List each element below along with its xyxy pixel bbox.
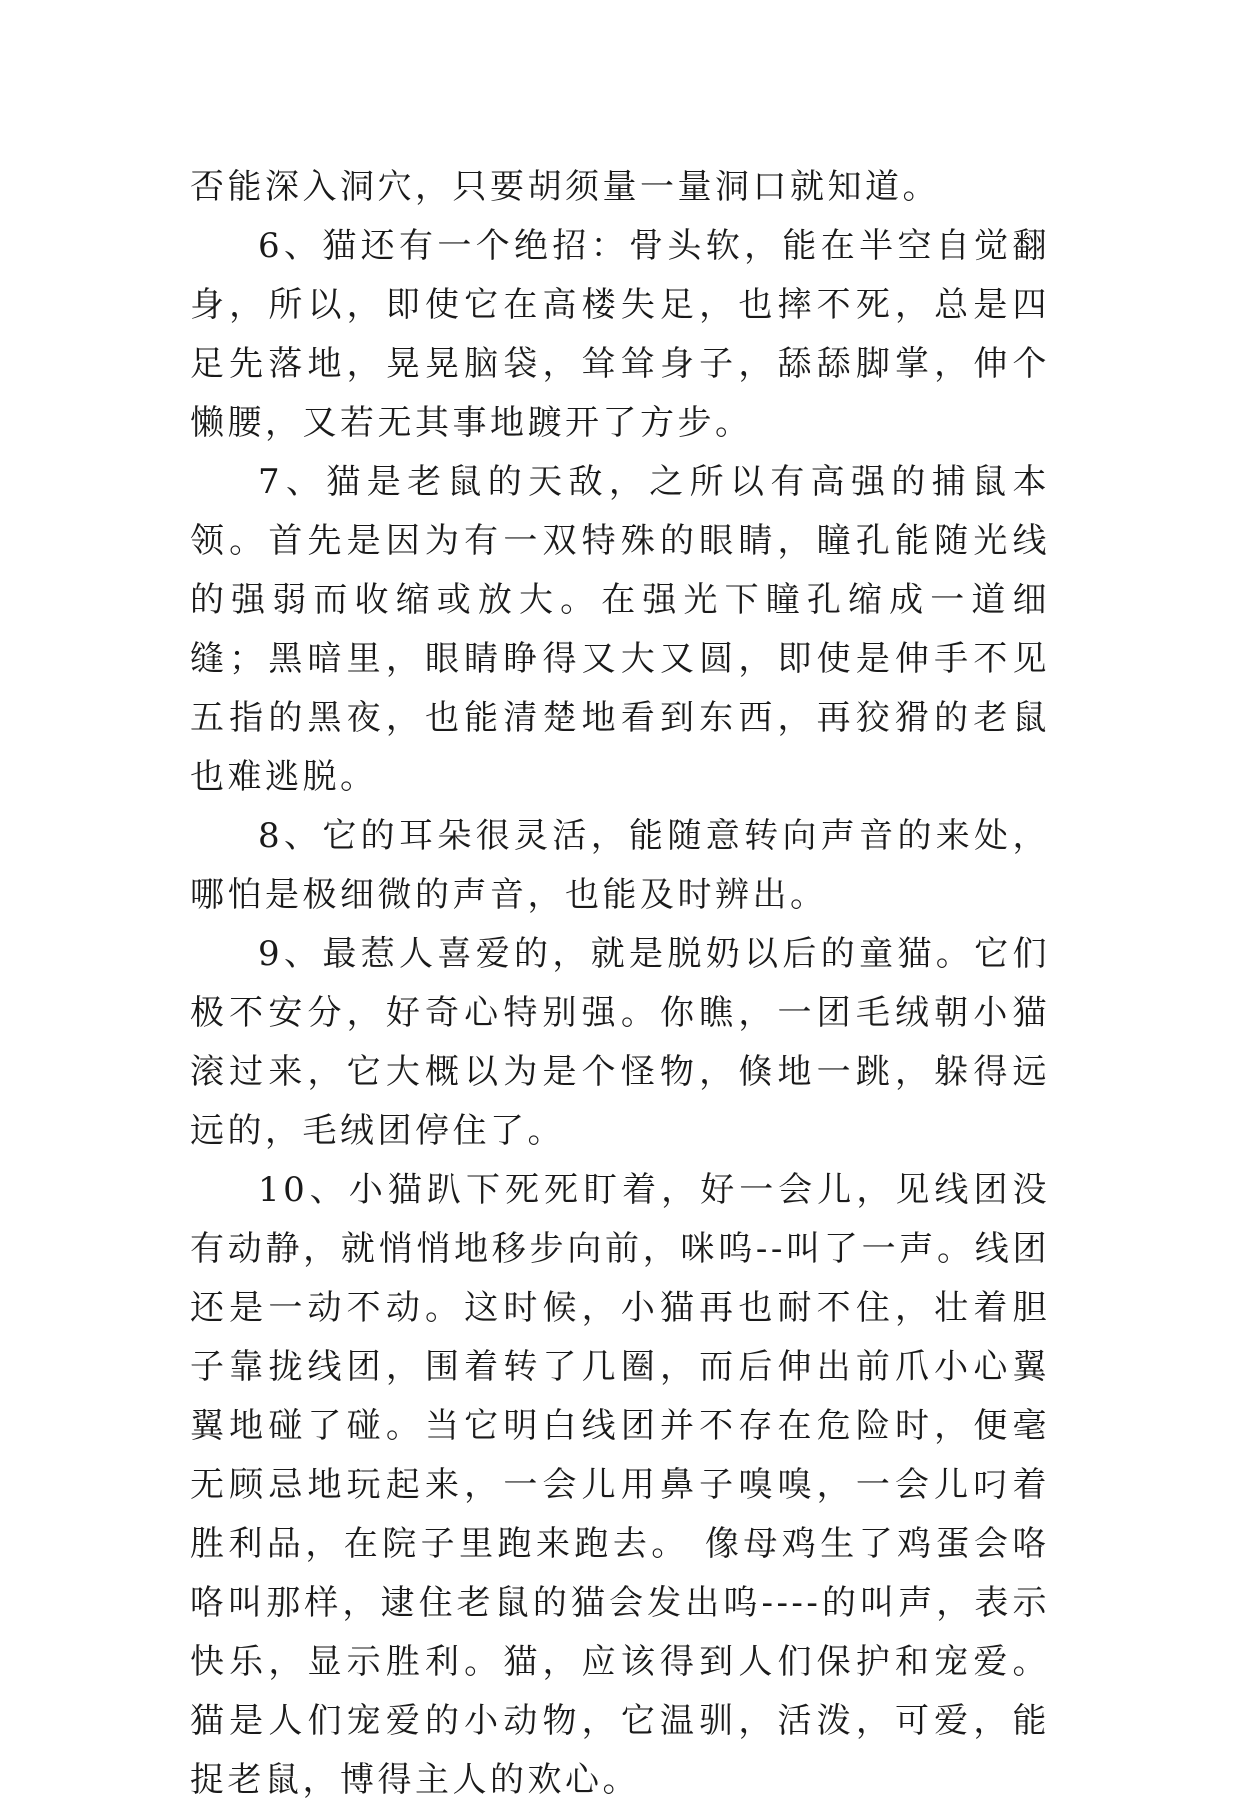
paragraph-8: 8、它的耳朵很灵活，能随意转向声音的来处，哪怕是极细微的声音，也能及时辨出。	[190, 816, 1050, 915]
paragraph-10: 10、小猫趴下死死盯着，好一会儿，见线团没有动静，就悄悄地移步向前，咪呜--叫了一声。线团还是一动不动。这时候，小猫再也耐不住，壮着胆子靠拢线团，围着转了几圈，而后伸出前爪小心翼翼地碰了碰。当它明白线团并不存在危险时，便毫无顾忌地玩起来，一会儿用鼻子嗅嗅，一会儿叼着胜利品，在院子里跑来跑去。 像母鸡生了鸡蛋会咯咯叫那样，逮住老鼠的猫会发出呜----的叫声，表示快乐，显示胜利。猫，应该得到人们保护和宠爱。猫是人们宠爱的小动物，它温驯，活泼，可爱，能捉老鼠，博得主人的欢心。	[190, 1170, 1050, 1800]
body-text	[190, 158, 1050, 1810]
paragraph-9: 9、最惹人喜爱的，就是脱奶以后的童猫。它们极不安分，好奇心特别强。你瞧，一团毛绒朝小猫滚过来，它大概以为是个怪物，倏地一跳，躲得远远的，毛绒团停住了。	[190, 934, 1050, 1151]
paragraph-6: 6、猫还有一个绝招：骨头软，能在半空自觉翻身，所以，即使它在高楼失足，也摔不死，总是四足先落地，晃晃脑袋，耸耸身子，舔舔脚掌，伸个懒腰，又若无其事地踱开了方步。	[190, 226, 1050, 443]
paragraph-7: 7、猫是老鼠的天敌，之所以有高强的捕鼠本领。首先是因为有一双特殊的眼睛，瞳孔能随光线的强弱而收缩或放大。在强光下瞳孔缩成一道细缝；黑暗里，眼睛睁得又大又圆，即使是伸手不见五指的黑夜，也能清楚地看到东西，再狡猾的老鼠也难逃脱。	[190, 462, 1050, 797]
paragraph-continuation: 否能深入洞穴，只要胡须量一量洞口就知道。	[190, 167, 940, 207]
